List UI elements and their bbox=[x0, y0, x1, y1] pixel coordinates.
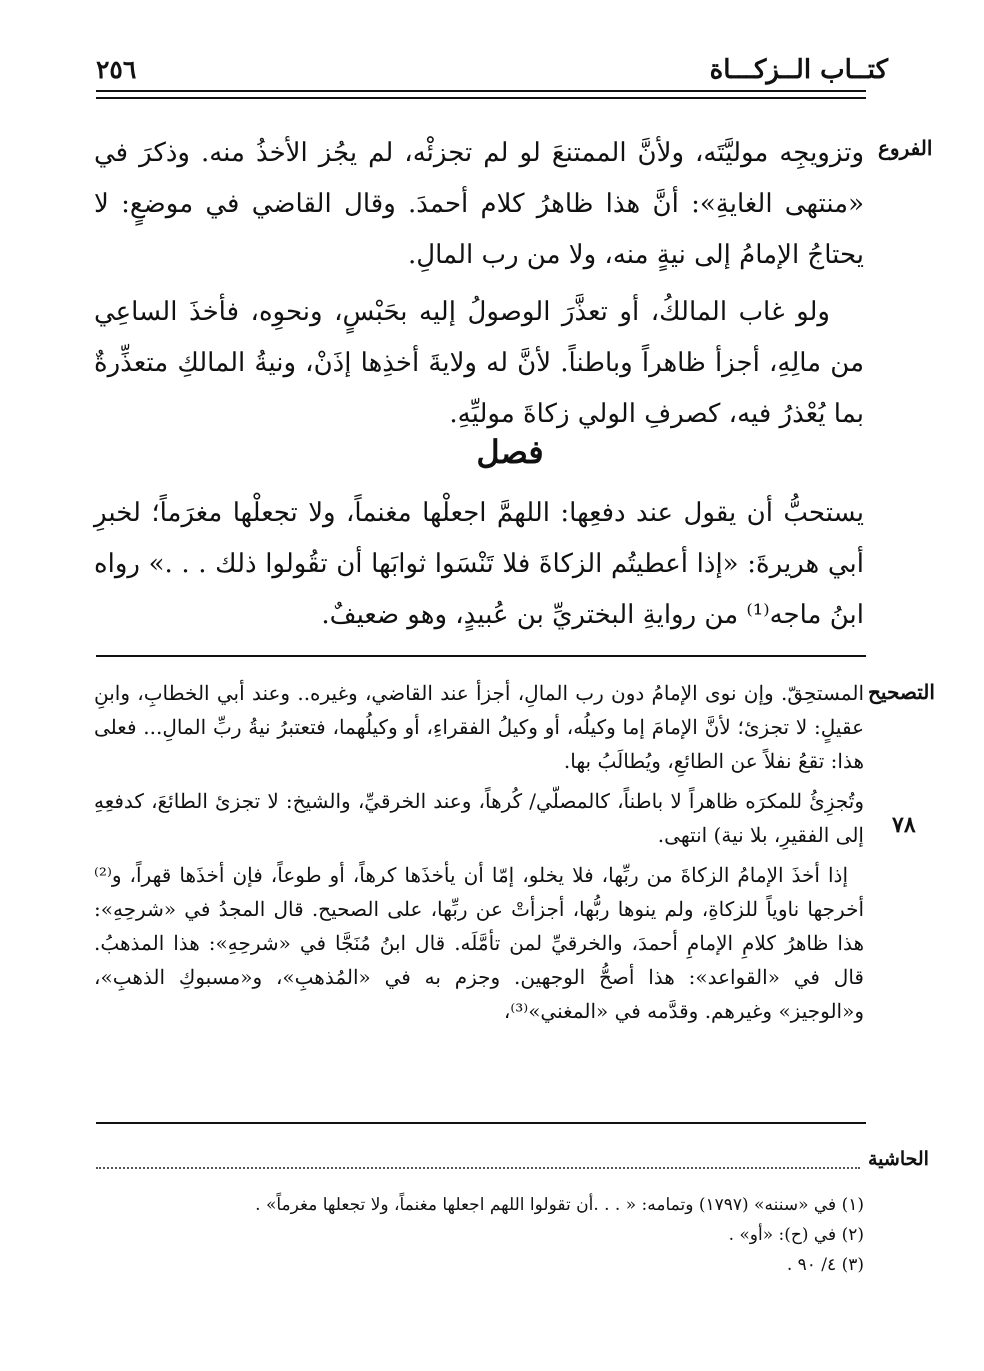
divider-main-tashih bbox=[96, 655, 866, 657]
tashih-paragraph-1: المستحِقّ. وإن نوى الإمامُ دون رب المالِ، أجزأ عند القاضي، وغيره.. وعند أبي الخطابِ، وابنِ عقيلٍ: لا تجزئ؛ لأنَّ الإمامَ إما وكيلُه، أو وكيلُ الفقراءِ، أو وكيلُهما، فتعتبرُ نيةُ ربِّ المالِ... فعلى هذا: تقعُ نفلاً عن الطائعِ، ويُطالَبُ بها. bbox=[94, 681, 864, 773]
dotted-separator bbox=[96, 1167, 860, 1169]
main-paragraph-3: يستحبُّ أن يقول عند دفعِها: اللهمَّ اجعلْها مغنماً، ولا تجعلْها مغرَماً؛ لخبرِ أبي هريرةَ: «إذا أعطيتُم الزكاةَ فلا تَنْسَوا ثوابَها أن تقُولوا ذلك . . .» رواه ابنُ ماجه⁽¹⁾ من روايةِ البختريِّ بن عُبيدٍ، وهو ضعيفٌ. bbox=[94, 498, 864, 630]
footnote-2: (٢) في (ح): «أو» . bbox=[728, 1225, 864, 1245]
tashih-paragraph-2: وتُجزِئُ للمكرَه ظاهراً لا باطناً، كالمصلّي/ كُرهاً، وعند الخرقيِّ، والشيخ: لا تجزئ الطائعَ، كدفعِهِ إلى الفقيرِ، بلا نية) انتهى. bbox=[94, 789, 864, 847]
side-label-hashiya: الحاشية bbox=[868, 1148, 929, 1170]
margin-number: ٧٨ bbox=[892, 812, 916, 838]
main-paragraph-1: وتزويجِه موليَّتَه، ولأنَّ الممتنعَ لو لم تجزئْه، لم يجُز الأخذُ منه. وذكرَ في «منتهى الغايةِ»: أنَّ هذا ظاهرُ كلام أحمدَ. وقال القاضي في موضعٍ: لا يحتاجُ الإمامُ إلى نيةٍ منه، ولا من رب المالِ. bbox=[94, 138, 864, 270]
main-text-block bbox=[94, 128, 864, 440]
footnote-3: (٣) ٤/ ٩٠ . bbox=[786, 1255, 864, 1275]
tashih-paragraph-3: إذا أخذَ الإمامُ الزكاةَ من ربِّها، فلا يخلو، إمّا أن يأخذَها كرهاً، أو طوعاً، فإن أخذَها قهراً، و⁽²⁾أخرجها ناوياً للزكاةِ، ولم ينوها ربُّها، أجزأتْ عن ربِّها، على الصحيح. قال المجدُ في «شرحِهِ»: هذا ظاهرُ كلامِ الإمامِ أحمدَ، والخرقيِّ لمن تأمَّلَه. قال ابنُ مُنَجَّا في «شرحِهِ»: هذا المذهبُ. قال في «القواعد»: هذا أصحُّ الوجهين. وجزم به في «المُذهبِ»، و«مسبوكِ الذهبِ»، و«الوجيز» وغيرهم. وقدَّمه في «المغني»⁽³⁾، bbox=[94, 863, 864, 1023]
footnote-1: (١) في «سننه» (١٧٩٧) وتمامه: « . . .أن تقولوا اللهم اجعلها مغنماً، ولا تجعلها مغرماً» . bbox=[255, 1195, 864, 1215]
section-heading: فصل bbox=[476, 433, 544, 471]
running-header-title: كتــاب الــزكـــاة bbox=[709, 55, 888, 85]
page-number: ٢٥٦ bbox=[96, 55, 137, 84]
side-label-tashih: التصحيح bbox=[868, 680, 935, 704]
side-label-furu: الفروع bbox=[878, 136, 933, 160]
footnotes-block bbox=[104, 1190, 864, 1280]
section-text-block bbox=[94, 488, 864, 641]
header-double-rule bbox=[96, 90, 866, 99]
tashih-text-block bbox=[94, 676, 864, 1034]
main-paragraph-2: ولو غاب المالكُ، أو تعذَّرَ الوصولُ إليه بحَبْسٍ، ونحوِه، فأخذَ الساعِي من مالِهِ، أجزأ ظاهراً وباطناً. لأنَّ له ولايةَ أخذِها إذَنْ، ونيةُ المالكِ متعذِّرةٌ بما يُعْذرُ فيه، كصرفِ الولي زكاةَ موليِّهِ. bbox=[94, 297, 864, 429]
divider-tashih-hashiya bbox=[96, 1122, 866, 1124]
